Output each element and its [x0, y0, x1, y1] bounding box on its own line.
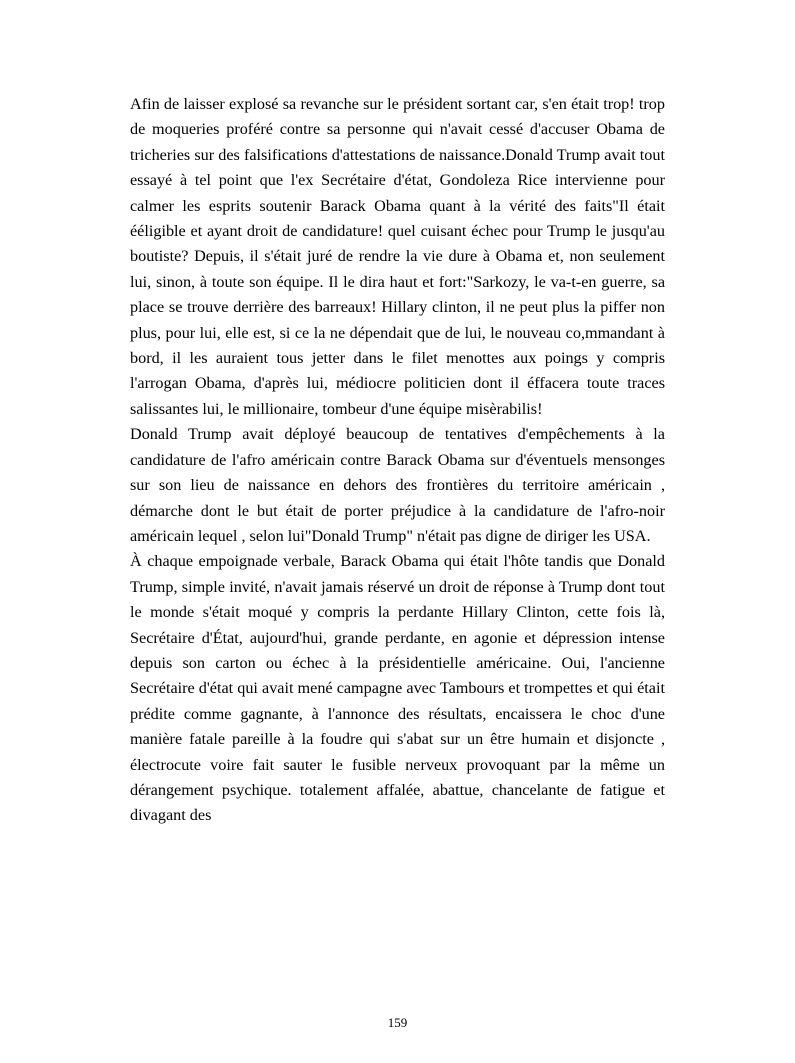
- page-text-body: [130, 92, 665, 829]
- page-number: 159: [387, 1015, 408, 1030]
- paragraph: Afin de laisser explosé sa revanche sur le président sortant car, s'en était trop! trop de moqueries proféré contre sa personne qui n'avait cessé d'accuser Obama de tricheries sur des falsifications d'attestations de naissance.Donald Trump avait tout essayé à tel point que l'ex Secrétaire d'état, Gondoleza Rice intervienne pour calmer les esprits soutenir Barack Obama quant à la vérité des faits"Il était ééligible et ayant droit de candidature! quel cuisant échec pour Trump le jusqu'au boutiste? Depuis, il s'était juré de rendre la vie dure à Obama et, non seulement lui, sinon, à toute son équipe. Il le dira haut et fort:"Sarkozy, le va-t-en guerre, sa place se trouve derrière des barreaux! Hillary clinton, il ne peut plus la piffer non plus, pour lui, elle est, si ce la ne dépendait que de lui, le nouveau co,mmandant à bord, il les auraient tous jetter dans le filet menottes aux poings y compris l'arrogan Obama, d'après lui, médiocre politicien dont il éffacera toute traces salissantes lui, le millionaire, tombeur d'une équipe misèrabilis!: [130, 95, 665, 418]
- paragraph: Donald Trump avait déployé beaucoup de tentatives d'empêchements à la candidature de l'afro américain contre Barack Obama sur d'éventuels mensonges sur son lieu de naissance en dehors des frontières du territoire américain , démarche dont le but était de porter préjudice à la candidature de l'afro-noir américain lequel , selon lui"Donald Trump" n'était pas digne de diriger les USA.: [130, 425, 665, 545]
- paragraph: À chaque empoignade verbale, Barack Obama qui était l'hôte tandis que Donald Trump, simple invité, n'avait jamais réservé un droit de réponse à Trump dont tout le monde s'était moqué y compris la perdante Hillary Clinton, cette fois là, Secrétaire d'État, aujourd'hui, grande perdante, en agonie et dépression intense depuis son carton ou échec à la présidentielle américaine. Oui, l'ancienne Secrétaire d'état qui avait mené campagne avec Tambours et trompettes et qui était prédite comme gagnante, à l'annonce des résultats, encaissera le choc d'une manière fatale pareille à la foudre qui s'abat sur un être humain et disjoncte , électrocute voire fait sauter le fusible nerveux provoquant par la même un dérangement psychique. totalement affalée, abattue, chancelante de fatigue et divagant des: [130, 552, 665, 825]
